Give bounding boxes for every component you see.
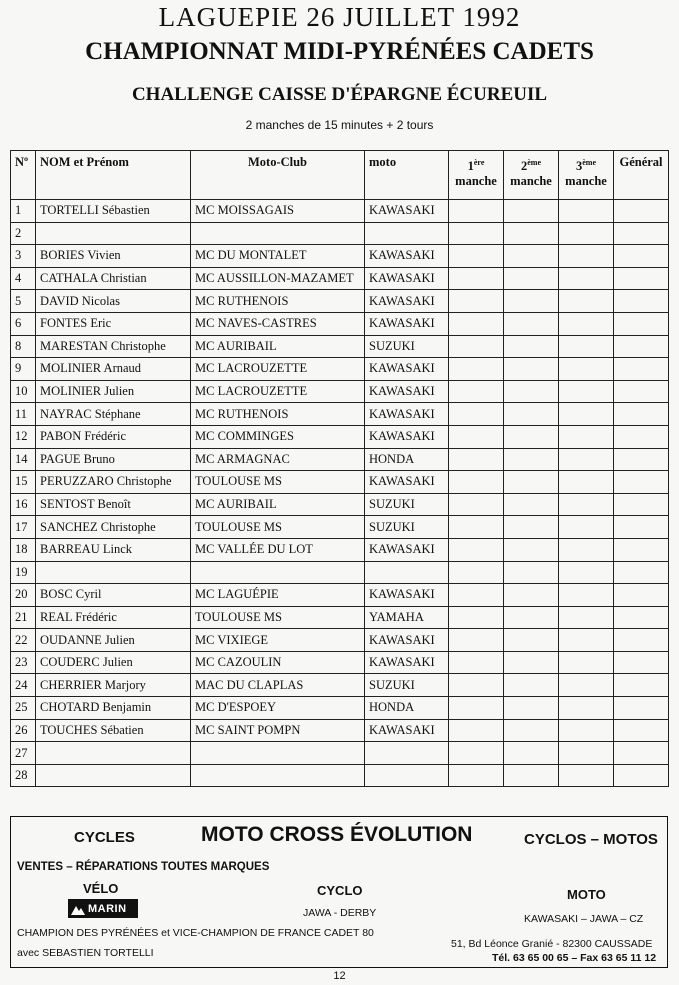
table-row [11,516,669,539]
general-result [614,403,669,426]
motorcycle-brand: KAWASAKI [365,290,449,313]
rider-name: FONTES Eric [36,312,191,335]
general-result [614,222,669,245]
moto-club [191,561,365,584]
round-1-result [449,538,504,561]
round-1-result [449,697,504,720]
round-1-result [449,425,504,448]
general-result [614,742,669,765]
motorcycle-brand: HONDA [365,697,449,720]
moto-club: MAC DU CLAPLAS [191,674,365,697]
moto-club: MC RUTHENOIS [191,403,365,426]
round-2-result [504,403,559,426]
ad-moto: MOTO [567,887,606,902]
header-round-1 [449,151,504,200]
rider-number: 5 [11,290,36,313]
header-round-2 [504,151,559,200]
rider-number: 18 [11,538,36,561]
header-general: Général [614,151,669,200]
table-row [11,267,669,290]
rider-name: MARESTAN Christophe [36,335,191,358]
general-result [614,358,669,381]
general-result [614,200,669,223]
round-2-result [504,742,559,765]
ad-cyclo: CYCLO [317,883,363,898]
round-1-result [449,584,504,607]
rider-number: 20 [11,584,36,607]
round-2-sup: ème [527,158,541,167]
round-3-word: manche [565,174,607,189]
moto-club: MC RUTHENOIS [191,290,365,313]
rider-number: 1 [11,200,36,223]
rider-number: 26 [11,719,36,742]
round-2-word: manche [510,174,552,189]
round-1-result [449,222,504,245]
rider-name: CATHALA Christian [36,267,191,290]
round-3-result [559,606,614,629]
general-result [614,584,669,607]
rider-name [36,222,191,245]
motorcycle-brand: KAWASAKI [365,471,449,494]
motorcycle-brand: KAWASAKI [365,358,449,381]
round-2-result [504,335,559,358]
rider-number: 24 [11,674,36,697]
rider-name [36,561,191,584]
table-row [11,719,669,742]
motorcycle-brand [365,764,449,787]
rider-number: 4 [11,267,36,290]
table-row [11,222,669,245]
round-3-result [559,493,614,516]
championship-title: CHAMPIONNAT MIDI-PYRÉNÉES CADETS [85,38,594,65]
event-title: LAGUEPIE 26 JUILLET 1992 [158,2,521,32]
round-2-result [504,222,559,245]
moto-club: MC AURIBAIL [191,493,365,516]
rider-name: MOLINIER Arnaud [36,358,191,381]
header-num: Nº [11,151,36,200]
round-1-result [449,764,504,787]
motorcycle-brand: SUZUKI [365,335,449,358]
round-3-result [559,200,614,223]
general-result [614,245,669,268]
ad-cyclos-motos: CYCLOS – MOTOS [524,831,658,848]
rider-number: 15 [11,471,36,494]
motorcycle-brand: KAWASAKI [365,245,449,268]
moto-club [191,764,365,787]
round-2-result [504,425,559,448]
round-1-result [449,606,504,629]
motorcycle-brand [365,222,449,245]
rider-number: 10 [11,380,36,403]
motorcycle-brand: KAWASAKI [365,651,449,674]
general-result [614,493,669,516]
round-2-result [504,674,559,697]
round-3-result [559,448,614,471]
moto-club: MC LACROUZETTE [191,358,365,381]
round-2-result [504,584,559,607]
round-3-result [559,380,614,403]
general-result [614,538,669,561]
ad-avec: avec SEBASTIEN TORTELLI [17,947,154,959]
round-3-result [559,538,614,561]
header-moto: moto [365,151,449,200]
motorcycle-brand: SUZUKI [365,493,449,516]
rider-number: 19 [11,561,36,584]
rider-name: CHOTARD Benjamin [36,697,191,720]
ad-moto-brands: KAWASAKI – JAWA – CZ [524,913,644,925]
table-header-row [11,151,669,200]
round-1-result [449,448,504,471]
round-1-result [449,493,504,516]
round-3-result [559,674,614,697]
rider-name: BARREAU Linck [36,538,191,561]
round-3-result [559,471,614,494]
rider-name: PABON Frédéric [36,425,191,448]
header-round-3 [559,151,614,200]
rider-name: DAVID Nicolas [36,290,191,313]
motorcycle-brand: KAWASAKI [365,719,449,742]
moto-club: MC LAGUÉPIE [191,584,365,607]
motorcycle-brand [365,561,449,584]
rider-name: SANCHEZ Christophe [36,516,191,539]
moto-club: MC VIXIEGE [191,629,365,652]
round-3-result [559,312,614,335]
round-1-result [449,719,504,742]
rider-number: 2 [11,222,36,245]
round-2-result [504,538,559,561]
round-3-result [559,403,614,426]
round-2-result [504,629,559,652]
round-1-result [449,561,504,584]
round-3-result [559,335,614,358]
round-3-result [559,516,614,539]
rider-name: BOSC Cyril [36,584,191,607]
moto-club: MC AURIBAIL [191,335,365,358]
round-3-result [559,719,614,742]
rider-name: TORTELLI Sébastien [36,200,191,223]
round-2-result [504,651,559,674]
general-result [614,516,669,539]
table-row [11,245,669,268]
motorcycle-brand: KAWASAKI [365,629,449,652]
motorcycle-brand: YAMAHA [365,606,449,629]
table-row [11,425,669,448]
table-row [11,651,669,674]
motorcycle-brand: KAWASAKI [365,403,449,426]
motorcycle-brand: SUZUKI [365,674,449,697]
round-2-result [504,200,559,223]
motorcycle-brand: KAWASAKI [365,200,449,223]
round-1-result [449,403,504,426]
table-row [11,697,669,720]
rider-name: REAL Frédéric [36,606,191,629]
rider-number: 3 [11,245,36,268]
table-row [11,312,669,335]
round-2-result [504,719,559,742]
round-2-result [504,606,559,629]
round-1-result [449,335,504,358]
round-3-result [559,742,614,765]
table-row [11,403,669,426]
round-1-result [449,471,504,494]
round-1-result [449,245,504,268]
round-1-result [449,380,504,403]
moto-club: MC D'ESPOEY [191,697,365,720]
general-result [614,697,669,720]
moto-club: TOULOUSE MS [191,471,365,494]
ad-shop-name: MOTO CROSS ÉVOLUTION [201,823,473,846]
table-row [11,764,669,787]
table-row [11,380,669,403]
general-result [614,561,669,584]
round-3-result [559,245,614,268]
motorcycle-brand: KAWASAKI [365,425,449,448]
moto-club: MC NAVES-CASTRES [191,312,365,335]
round-3-result [559,290,614,313]
round-2-result [504,358,559,381]
ad-services: VENTES – RÉPARATIONS TOUTES MARQUES [17,861,270,873]
ad-cycles: CYCLES [74,829,135,846]
table-row [11,742,669,765]
general-result [614,719,669,742]
results-table [10,150,669,787]
general-result [614,312,669,335]
rider-number: 28 [11,764,36,787]
motorcycle-brand: KAWASAKI [365,584,449,607]
round-2-result [504,312,559,335]
ad-address: 51, Bd Léonce Granié - 82300 CAUSSADE [451,938,653,950]
general-result [614,651,669,674]
rider-number: 25 [11,697,36,720]
round-2-result [504,471,559,494]
general-result [614,380,669,403]
rider-name: PERUZZARO Christophe [36,471,191,494]
rider-number: 14 [11,448,36,471]
table-row [11,538,669,561]
ad-champion: CHAMPION DES PYRÉNÉES et VICE-CHAMPION DE FRANCE CADET 80 [17,927,374,939]
rider-name: NAYRAC Stéphane [36,403,191,426]
general-result [614,471,669,494]
rider-name: PAGUE Bruno [36,448,191,471]
round-2-result [504,267,559,290]
logo-text: MARIN [88,902,127,915]
mountain-icon [71,903,85,915]
motorcycle-brand: SUZUKI [365,516,449,539]
page-number: 12 [333,970,346,982]
general-result [614,425,669,448]
table-row [11,561,669,584]
table-row [11,606,669,629]
motorcycle-brand: KAWASAKI [365,380,449,403]
challenge-title: CHALLENGE CAISSE D'ÉPARGNE ÉCUREUIL [131,84,548,105]
general-result [614,764,669,787]
round-2-result [504,516,559,539]
table-row [11,584,669,607]
rider-name: OUDANNE Julien [36,629,191,652]
moto-club: MC CAZOULIN [191,651,365,674]
table-row [11,358,669,381]
round-1-result [449,742,504,765]
ad-phone: Tél. 63 65 00 65 – Fax 63 65 11 12 [492,952,657,964]
rider-number: 21 [11,606,36,629]
round-1-result [449,290,504,313]
rider-number: 17 [11,516,36,539]
rider-name: MOLINIER Julien [36,380,191,403]
header-club: Moto-Club [191,151,365,200]
round-2-result [504,448,559,471]
motorcycle-brand: KAWASAKI [365,267,449,290]
motorcycle-brand: KAWASAKI [365,538,449,561]
moto-club: TOULOUSE MS [191,606,365,629]
rider-name [36,742,191,765]
round-3-result [559,584,614,607]
round-1-result [449,674,504,697]
table-row [11,335,669,358]
round-3-result [559,267,614,290]
round-2-num: 2 [520,159,528,174]
rider-number: 6 [11,312,36,335]
marin-logo [68,899,138,918]
round-3-result [559,425,614,448]
rider-number: 16 [11,493,36,516]
general-result [614,674,669,697]
round-3-result [559,629,614,652]
moto-club: MC SAINT POMPN [191,719,365,742]
table-row [11,493,669,516]
round-2-result [504,764,559,787]
table-row [11,674,669,697]
moto-club: MC VALLÉE DU LOT [191,538,365,561]
moto-club: MC LACROUZETTE [191,380,365,403]
round-1-result [449,651,504,674]
rider-name: CHERRIER Marjory [36,674,191,697]
rider-number: 11 [11,403,36,426]
rider-number: 22 [11,629,36,652]
moto-club: MC COMMINGES [191,425,365,448]
ad-velo: VÉLO [83,881,119,896]
table-row [11,448,669,471]
motorcycle-brand: KAWASAKI [365,312,449,335]
moto-club: MC DU MONTALET [191,245,365,268]
moto-club [191,222,365,245]
rider-name: TOUCHES Sébatien [36,719,191,742]
round-2-result [504,380,559,403]
rider-number: 12 [11,425,36,448]
rider-number: 9 [11,358,36,381]
round-3-result [559,358,614,381]
rider-number: 27 [11,742,36,765]
round-2-result [504,697,559,720]
round-1-word: manche [455,174,497,189]
round-2-result [504,561,559,584]
general-result [614,267,669,290]
round-2-result [504,245,559,268]
moto-club: MC ARMAGNAC [191,448,365,471]
round-1-result [449,358,504,381]
moto-club: MC AUSSILLON-MAZAMET [191,267,365,290]
moto-club: MC MOISSAGAIS [191,200,365,223]
table-row [11,200,669,223]
header-name: NOM et Prénom [36,151,191,200]
round-3-result [559,651,614,674]
moto-club: TOULOUSE MS [191,516,365,539]
general-result [614,335,669,358]
round-2-result [504,493,559,516]
ad-cyclo-brands: JAWA - DERBY [303,907,377,919]
advertisement-box [10,816,668,968]
round-3-result [559,697,614,720]
round-3-num: 3 [575,159,583,174]
table-row [11,471,669,494]
motorcycle-brand [365,742,449,765]
round-1-result [449,267,504,290]
rider-number: 23 [11,651,36,674]
table-row [11,290,669,313]
moto-club [191,742,365,765]
round-1-sup: ère [473,158,485,167]
rider-name: SENTOST Benoît [36,493,191,516]
round-1-result [449,312,504,335]
results-body [11,200,669,787]
table-row [11,629,669,652]
round-1-result [449,200,504,223]
rider-name: COUDERC Julien [36,651,191,674]
round-1-result [449,629,504,652]
general-result [614,629,669,652]
round-1-num: 1 [467,159,474,174]
general-result [614,606,669,629]
race-format: 2 manches de 15 minutes + 2 tours [245,118,434,132]
motorcycle-brand: HONDA [365,448,449,471]
rider-name: BORIES Vivien [36,245,191,268]
round-3-result [559,561,614,584]
round-2-result [504,290,559,313]
round-3-result [559,764,614,787]
rider-name [36,764,191,787]
general-result [614,448,669,471]
round-1-result [449,516,504,539]
rider-number: 8 [11,335,36,358]
general-result [614,290,669,313]
round-3-sup: ème [582,158,596,167]
round-3-result [559,222,614,245]
